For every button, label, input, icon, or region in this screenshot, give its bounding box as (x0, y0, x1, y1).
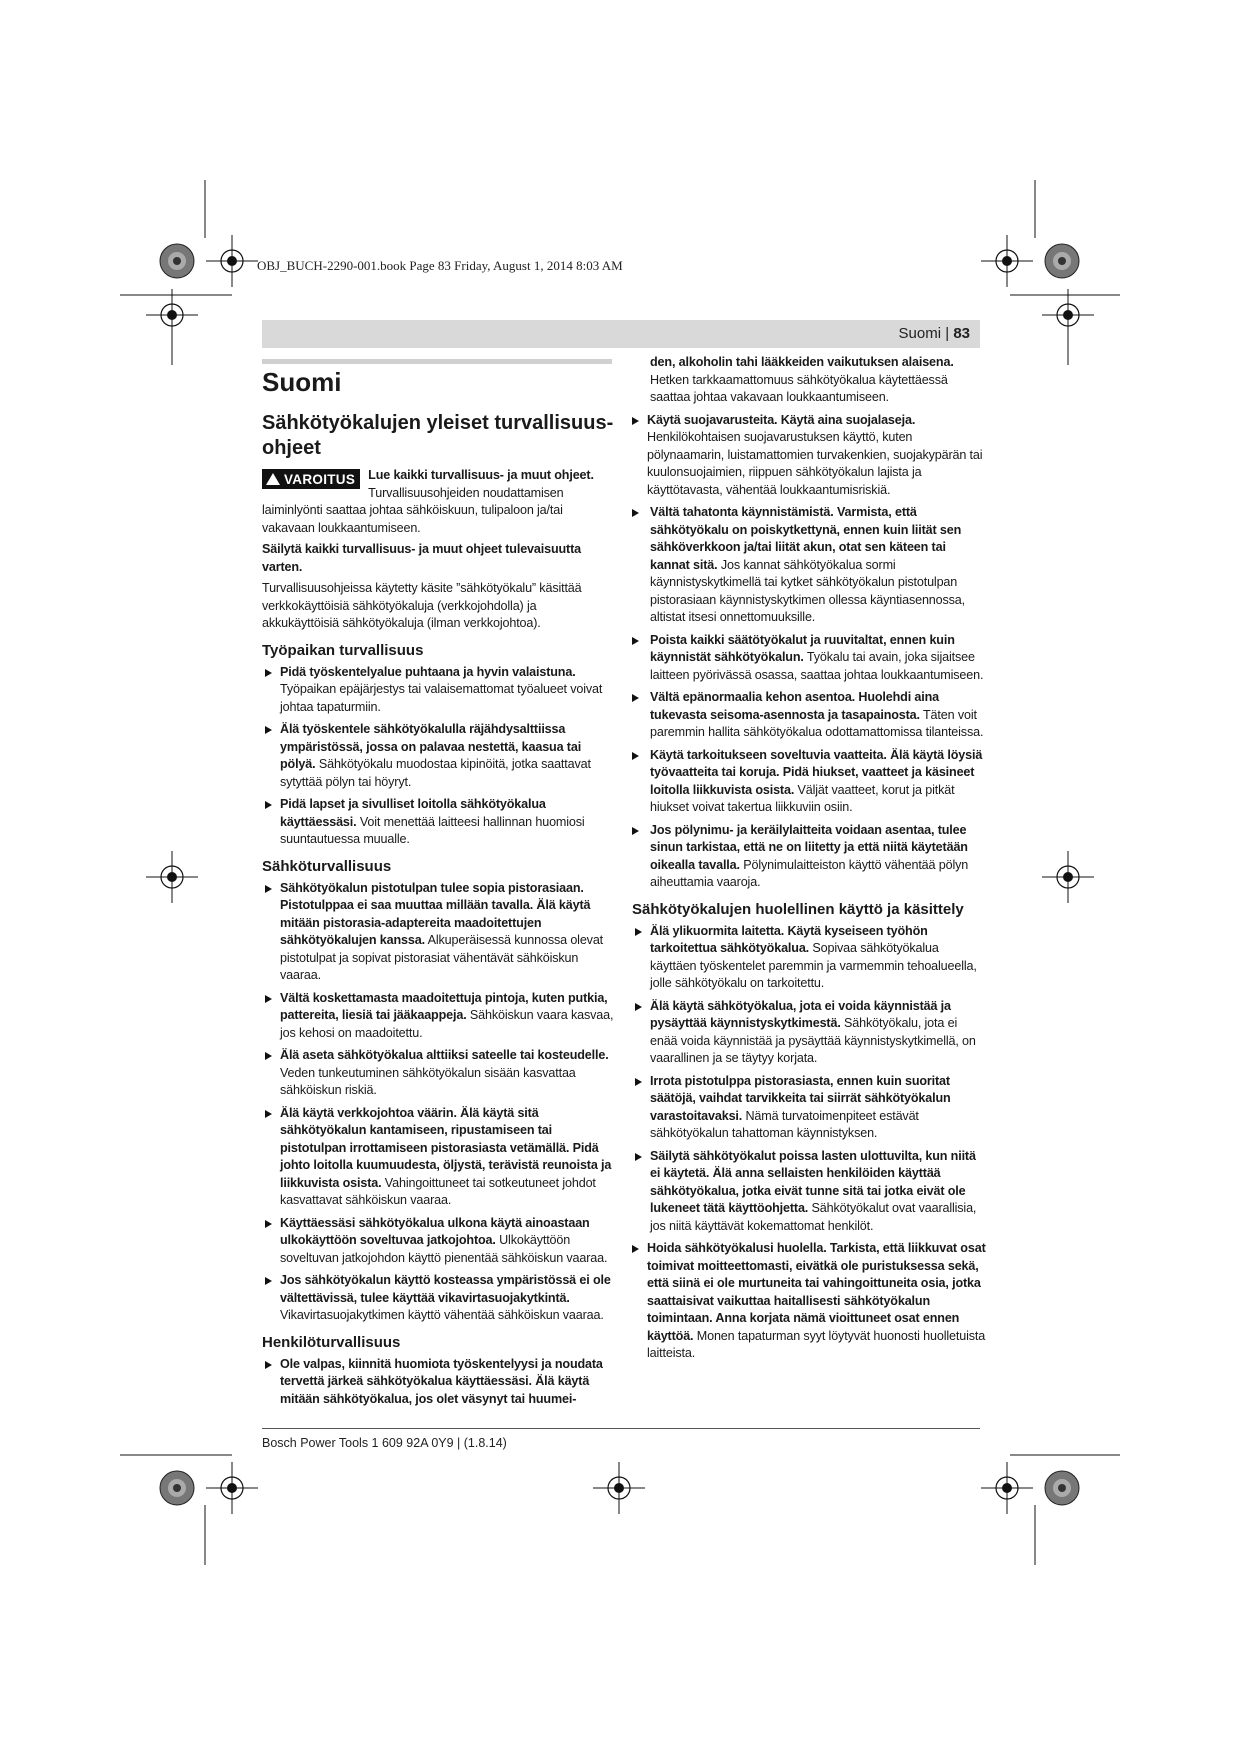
list-item (632, 923, 986, 993)
warning-text: Turvallisuusohjeiden noudattamisen laiminlyönti saattaa johtaa sähköiskuun, tulipaloon ja/tai vakavaan loukkaantumiseen. (262, 485, 564, 535)
list-item (632, 747, 986, 817)
item-bold: Älä käytä sähkötyökalua, jota ei voida käynnistää ja pysäyttää käynnistyskytkimestä. (650, 998, 951, 1030)
heading-personal: Henkilöturvallisuus (262, 1333, 401, 1351)
item-text: Alkuperäisessä kunnossa olevat pistotulpat ja sopivat pistorasiat vähentävät sähköiskun vaaraa. (280, 933, 604, 982)
section-title: Sähkötyökalujen yleiset turvallisuus-ohjeet (262, 412, 614, 459)
item-text: Ulkokäyttöön soveltuvan jatkojohdon käyttö pienentää sähköiskun vaaraa. (280, 1233, 608, 1265)
list-item (262, 664, 616, 717)
item-text: Pölynimulaitteiston käyttö vähentää pölyn aiheuttamia vaaroja. (650, 857, 969, 889)
list-item (262, 1215, 616, 1268)
list-item (632, 689, 986, 742)
heading-electrical: Sähköturvallisuus (262, 857, 392, 875)
bullet-arrow-icon (265, 1052, 272, 1060)
item-bold: Älä työskentele sähkötyökalulla räjähdysalttiissa ympäristössä, jossa on palavaa nestettä, kaasua tai pölyä. (280, 722, 582, 771)
left-column (262, 363, 616, 1413)
footer-doc-id: Bosch Power Tools 1 609 92A 0Y9 | (1.8.14) (262, 1436, 507, 1450)
item-text: Monen tapaturman syyt löytyvät huonosti huolletuista laitteista. (647, 1328, 986, 1360)
list-item (262, 1272, 616, 1325)
bullet-arrow-icon (265, 801, 272, 809)
warning-badge (262, 469, 360, 489)
list-item (262, 990, 616, 1043)
print-slug: OBJ_BUCH-2290-001.book Page 83 Friday, August 1, 2014 8:03 AM (257, 258, 623, 273)
bullet-arrow-icon (635, 1078, 642, 1086)
bullet-arrow-icon (632, 417, 639, 425)
item-text: Sähköiskun vaara kasvaa, jos kehosi on maadoitettu. (280, 1008, 614, 1040)
header-language: Suomi (898, 325, 942, 342)
bullet-arrow-icon (632, 694, 639, 702)
electrical-list (262, 880, 616, 1325)
item-bold: Sähkötyökalun pistotulpan tulee sopia pistorasiaan. Pistotulppaa ei saa muuttaa millään tavalla. Älä käytä mitään pistorasia-adaptereita maadoitettujen sähkötyökalujen kanssa. (280, 880, 591, 947)
care-list (632, 923, 986, 1363)
page-title: Suomi (262, 367, 342, 397)
list-item (632, 504, 986, 627)
item-text: Voit menettää laitteesi hallinnan huomiosi suuntautuessa muualle. (280, 814, 585, 846)
header-separator: | (941, 325, 954, 342)
bullet-arrow-icon (265, 1361, 272, 1369)
list-item (632, 1240, 986, 1363)
item-bold: Irrota pistotulppa pistorasiasta, ennen kuin suoritat säätöjä, vaihdat tarvikkeita tai siirrät sähkötyökalun varastoitavaksi. (650, 1073, 951, 1123)
item-text: Hetken tarkkaamattomuus sähkötyökalua käytettäessä saattaa johtaa vakavaan loukkaantumiseen. (650, 372, 948, 404)
bullet-arrow-icon (635, 1153, 642, 1161)
item-bold: Älä käytä verkkojohtoa väärin. Älä käytä sitä sähkötyökalun kantamiseen, ripustamiseen tai pistotulpan irrottamiseen pistorasiasta vetämällä. Pidä johto loitolla kuumuudesta, öljystä, terävistä reunoista ja liikkuvista osista. (280, 1105, 612, 1190)
continued-item: den, alkoholin tahi lääkkeiden vaikutuksen alaisena. Hetken tarkkaamattomuus sähkötyökalua käytettäessä saattaa johtaa vakavaan loukkaantumiseen. (650, 355, 954, 404)
warning-lead: Lue kaikki turvallisuus- ja muut ohjeet. (368, 468, 594, 482)
item-bold: Vältä epänormaalia kehon asentoa. Huolehdi aina tukevasta seisoma-asennosta ja tasapainosta. (650, 690, 939, 722)
item-text: Sähkötyökalut ovat vaarallisia, jos niitä käyttävät kokemattomat henkilöt. (650, 1201, 977, 1233)
item-bold: Käyttäessäsi sähkötyökalua ulkona käytä ainoastaan ulkokäyttöön soveltuvaa jatkojohtoa. (280, 1215, 590, 1247)
item-bold-split: Ole valpas, kiinnitä huomiota työskentelyysi ja noudata tervettä järkeä sähkötyökalua käyttäessäsi. Älä käytä mitään sähkötyökalua, jos olet väsynyt tai huumei- (280, 1356, 603, 1406)
right-column (632, 354, 986, 1368)
item-bold: Jos pölynimu- ja keräilylaitteita voidaan asentaa, tulee sinun tarkistaa, että ne on liitetty ja että niitä käytetään oikealla tavalla. (650, 822, 968, 872)
item-text: Työpaikan epäjärjestys tai valaisemattomat työalueet voivat johtaa tapaturmiin. (280, 682, 603, 714)
personal-list-start (262, 1356, 616, 1409)
item-bold: Käytä tarkoitukseen soveltuvia vaatteita. Älä käytä löysiä työvaatteita tai koruja. Pidä hiukset, vaatteet ja käsineet loitolla liikkuvista osista. (650, 747, 983, 797)
bullet-arrow-icon (635, 928, 642, 936)
heading-work-area: Työpaikan turvallisuus (262, 641, 424, 659)
bullet-arrow-icon (265, 1277, 272, 1285)
keep-note: Säilytä kaikki turvallisuus- ja muut ohjeet tulevaisuutta varten. (262, 542, 581, 574)
item-bold: Säilytä sähkötyökalut poissa lasten ulottuvilta, kun niitä ei käytetä. Älä anna sellaisten henkilöiden käyttää sähkötyökalua, jotka eivät tunne sitä tai jotka eivät ole lukeneet tätä käyttöohjetta. (650, 1148, 976, 1215)
footer-rule (262, 1428, 980, 1429)
list-item (262, 721, 616, 791)
warning-badge-label: VAROITUS (284, 472, 356, 487)
list-item (262, 1356, 616, 1409)
bullet-arrow-icon (265, 995, 272, 1003)
item-text: Sähkötyökalu, jota ei enää voida käynnistää ja pysäyttää käynnistyskytkimellä, on vaarallinen ja se täytyy korjata. (650, 1016, 976, 1065)
bullet-arrow-icon (265, 885, 272, 893)
bullet-arrow-icon (265, 1220, 272, 1228)
item-bold: Älä aseta sähkötyökalua alttiiksi sateelle tai kosteudelle. (280, 1048, 609, 1062)
work-area-list (262, 664, 616, 849)
warning-block (262, 467, 616, 537)
item-bold: Vältä tahatonta käynnistämistä. Varmista, että sähkötyökalu on poiskytkettynä, ennen kuin liität sen sähköverkkoon ja/tai liität akun, otat sen käteen tai kannat sitä. (650, 505, 962, 572)
item-text: Henkilökohtaisen suojavarustuksen käyttö, kuten pölynaamarin, luistamattomien turvakenkien, suojakypärän tai kuulonsuojaimien, riippuen sähkötyökalun lajista ja käyttötavasta, vähentää loukkaantumisriskiä. (647, 430, 983, 497)
bullet-arrow-icon (635, 1003, 642, 1011)
bullet-arrow-icon (632, 827, 639, 835)
item-bold: Käytä suojavarusteita. Käytä aina suojalaseja. (647, 412, 916, 427)
list-item (262, 1047, 616, 1100)
item-text: Nämä turvatoimenpiteet estävät sähkötyökalun tahattoman käynnistyksen. (650, 1108, 919, 1140)
heading-care: Sähkötyökalujen huolellinen käyttö ja käsittely (632, 900, 964, 918)
item-text: Jos kannat sähkötyökalua sormi käynnistyskytkimellä tai kytket sähkötyökalun pistotulpan pistorasiaan käynnistyskytkimen ollessa käyntiasennossa, altistat itsesi onnettomuuksille. (650, 557, 965, 624)
page-number: 83 (953, 325, 970, 342)
bullet-arrow-icon (632, 509, 639, 517)
bullet-arrow-icon (632, 1245, 639, 1253)
item-bold: Pidä työskentelyalue puhtaana ja hyvin valaistuna. (280, 664, 576, 679)
item-text: Työkalu tai avain, joka sijaitsee laitteen pyörivässä osassa, saattaa johtaa loukkaantumiseen. (650, 650, 984, 682)
item-text: Sähkötyökalu muodostaa kipinöitä, jotka saattavat sytyttää pölyn tai höyryt. (280, 757, 591, 789)
bullet-arrow-icon (265, 726, 272, 734)
page-header (262, 320, 980, 348)
list-item (632, 998, 986, 1068)
item-text: Sopivaa sähkötyökalua käyttäen työskentelet paremmin ja varmemmin tehoalueella, jolle sähkötyökalu on tarkoitettu. (650, 941, 977, 990)
bullet-arrow-icon (265, 1110, 272, 1118)
item-text: Väljät vaatteet, korut ja pitkät hiukset voivat takertua liikkuviin osiin. (650, 782, 955, 814)
list-item (632, 1073, 986, 1143)
list-item (262, 796, 616, 849)
personal-list (632, 412, 986, 892)
list-item (632, 1148, 986, 1236)
list-item (632, 412, 986, 500)
bullet-arrow-icon (265, 669, 272, 677)
definition-paragraph: Turvallisuusohjeissa käytetty käsite ”sähkötyökalu” käsittää verkkokäyttöisiä sähkötyökaluja (verkkojohdolla) ja akkukäyttöisiä sähkötyökaluja (ilman verkkojohtoa). (262, 581, 582, 630)
list-item (632, 632, 986, 685)
item-bold: Vältä koskettamasta maadoitettuja pintoja, kuten putkia, pattereita, liesiä tai jääkaappeja. (280, 990, 608, 1022)
item-bold: Jos sähkötyökalun käyttö kosteassa ympäristössä ei ole vältettävissä, tulee käyttää vikavirtasuojakytkintä. (280, 1273, 611, 1305)
item-text: Vahingoittuneet tai sotkeutuneet johdot kasvattavat sähköiskun vaaraa. (280, 1175, 596, 1207)
bullet-arrow-icon (632, 752, 639, 760)
item-bold: Hoida sähkötyökalusi huolella. Tarkista, että liikkuvat osat toimivat moitteettomasti, eivätkä ole puristuksessa sekä, että siinä ei ole murtuneita tai vahingoittuneita osia, jotka saattaisivat vaikuttaa haitallisesti sähkötyökalun toimintaan. Anna korjata nämä vioittuneet osat ennen käyttöä. (647, 1241, 986, 1343)
item-bold: Älä ylikuormita laitetta. Käytä kyseiseen työhön tarkoitettua sähkötyökalua. (650, 923, 928, 955)
list-item (632, 822, 986, 892)
warning-triangle-icon (266, 473, 280, 485)
item-text: Vikavirtasuojakytkimen käyttö vähentää sähköiskun vaaraa. (280, 1308, 604, 1322)
bullet-arrow-icon (632, 637, 639, 645)
item-text: Täten voit paremmin hallita sähkötyökalua odottamattomissa tilanteissa. (650, 707, 984, 739)
item-bold: Poista kaikki säätötyökalut ja ruuvitaltat, ennen kuin käynnistät sähkötyökalun. (650, 632, 955, 664)
list-item (262, 1105, 616, 1210)
item-bold: Pidä lapset ja sivulliset loitolla sähkötyökalua käyttäessäsi. (280, 797, 546, 829)
list-item (262, 880, 616, 985)
item-text: Veden tunkeutuminen sähkötyökalun sisään kasvattaa sähköiskun riskiä. (280, 1065, 576, 1097)
